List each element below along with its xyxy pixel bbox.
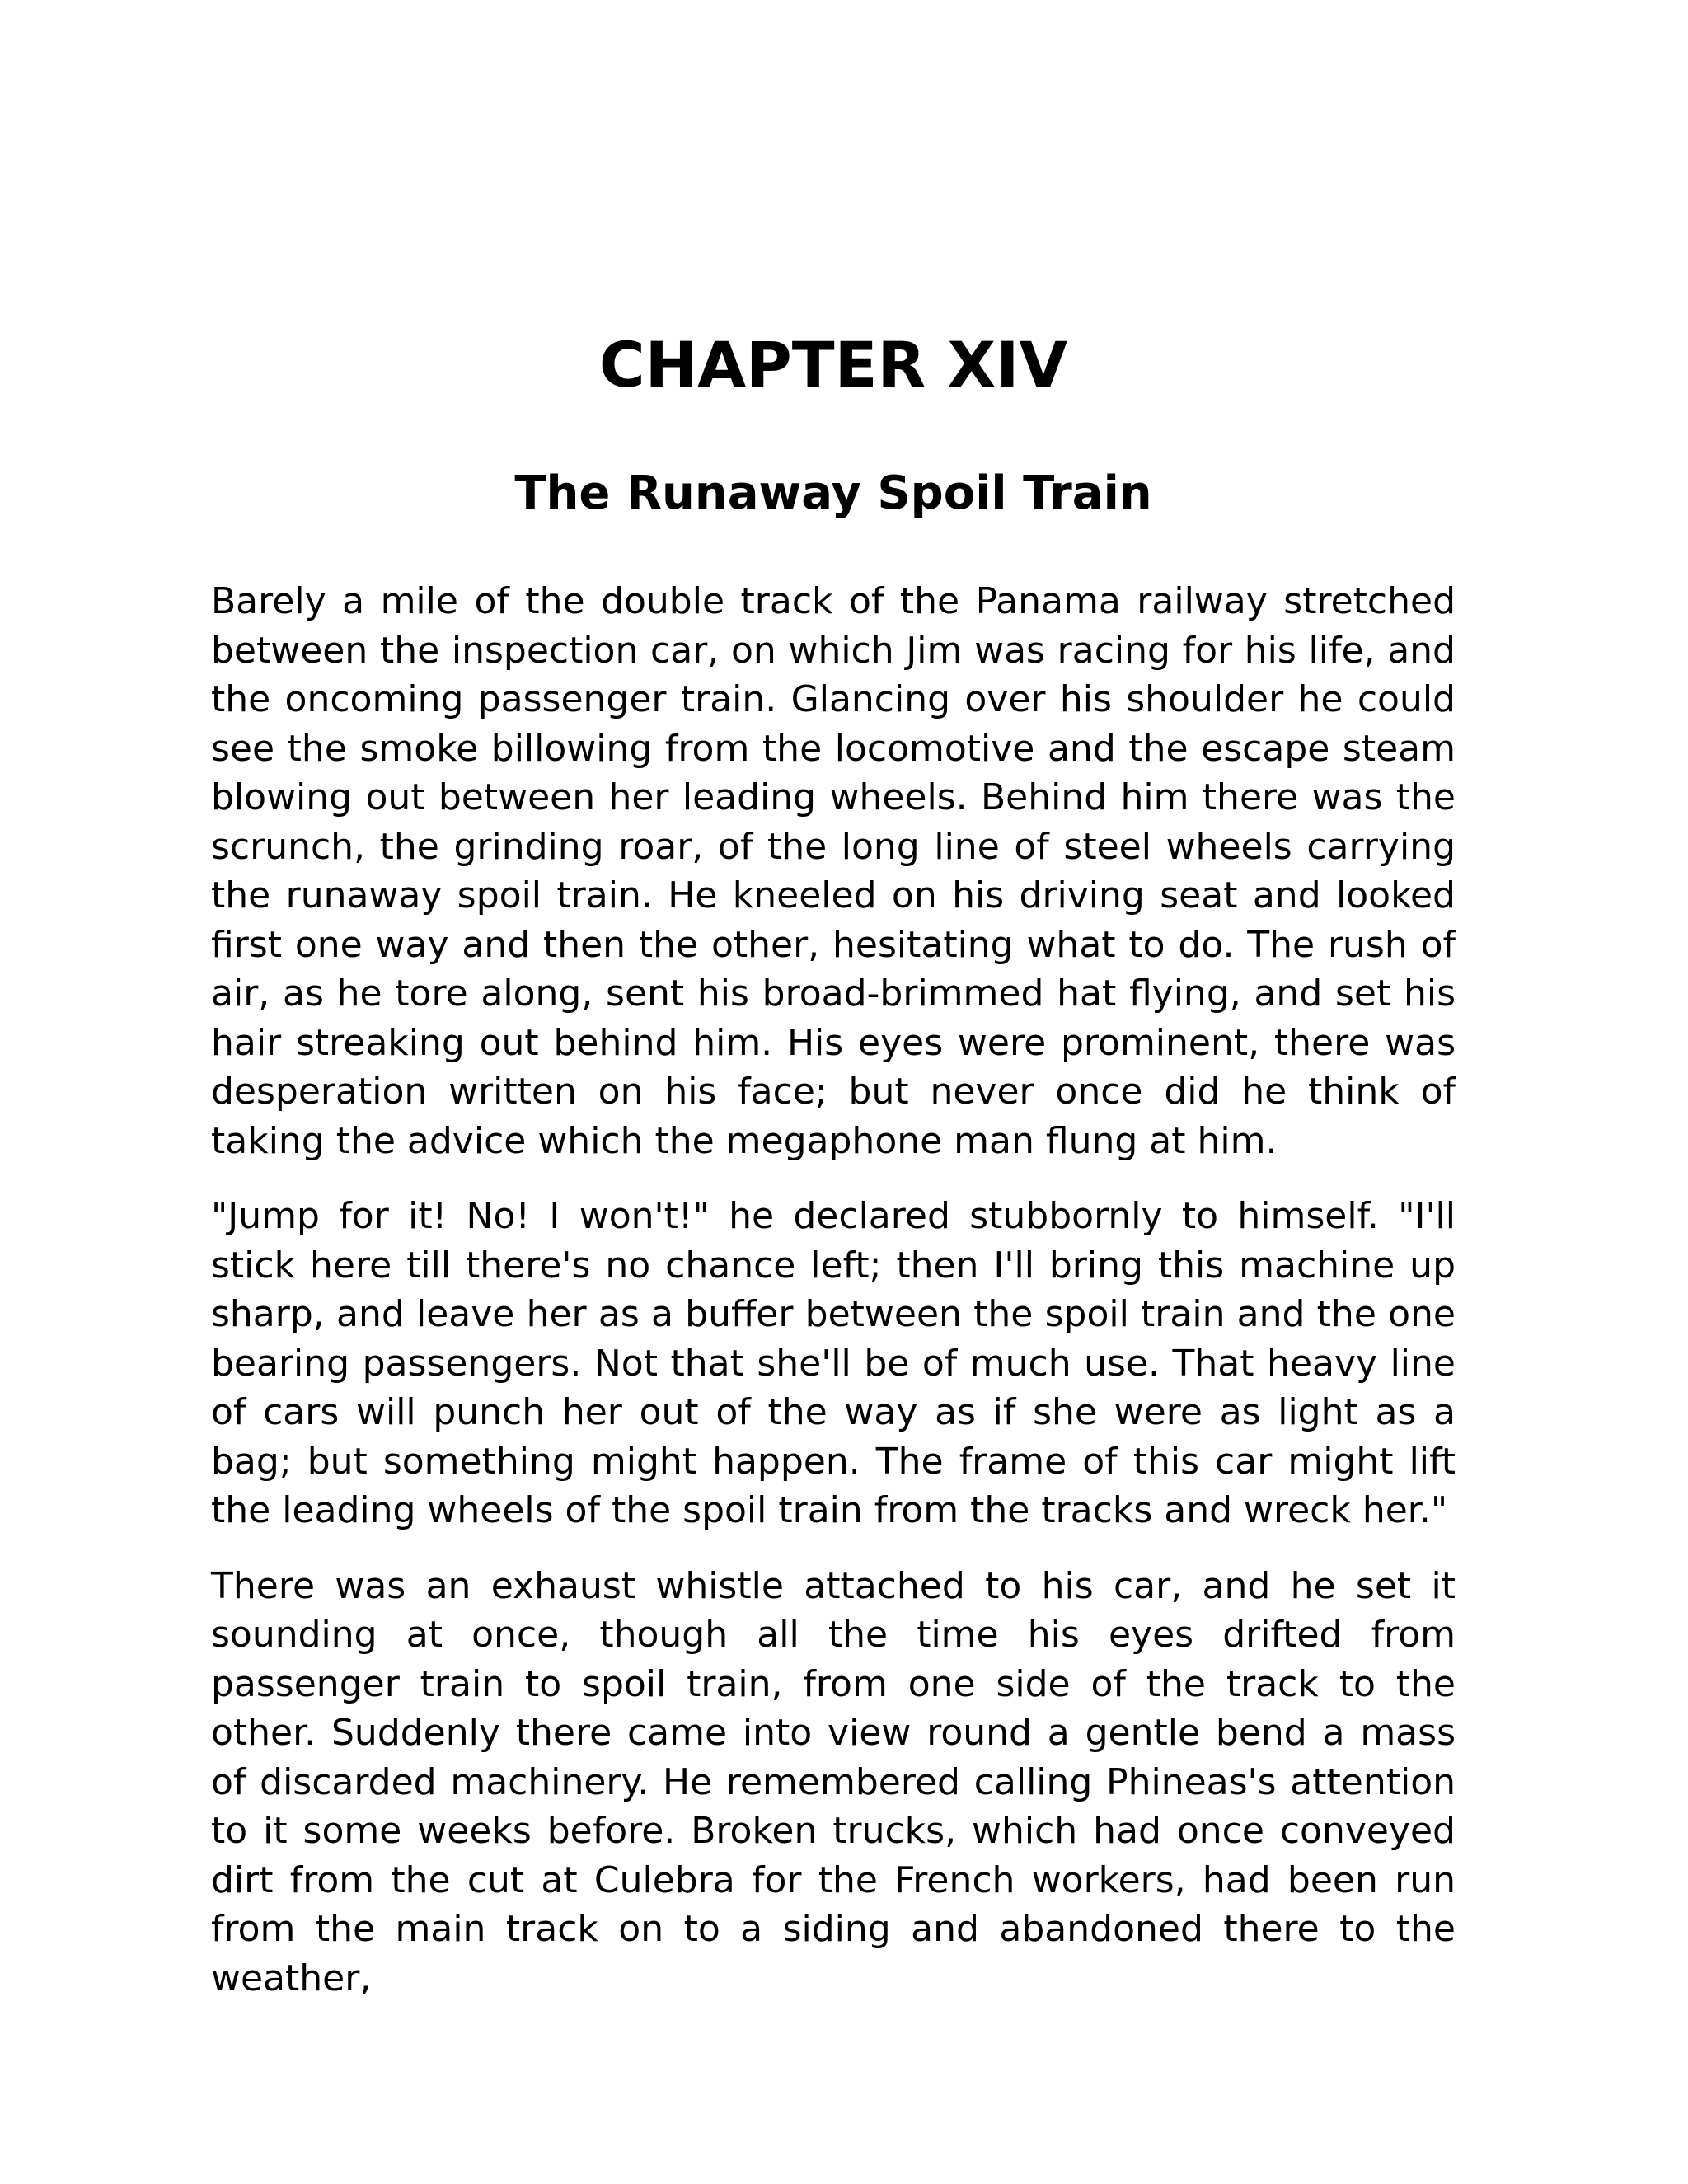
paragraph-3: There was an exhaust whistle attached to his car, and he set it sounding at once, though all the time his eyes drifted from passenger train to spoil train, from one side of the track to the other. Suddenly there came into view round a gentle bend a mass of discarded machinery. He remembered calling Phineas's attention to it some weeks before. Broken trucks, which had once conveyed dirt from the cut at Culebra for the French workers, had been run from the main track on to a siding and abandoned there to the weather,: [211, 1564, 1456, 1999]
paragraph-2: "Jump for it! No! I won't!" he declared stubbornly to himself. "I'll stick here till there's no chance left; then I'll bring this machine up sharp, and leave her as a buffer between the spoil train and the one bearing passengers. Not that she'll be of much use. That heavy line of cars will punch her out of the way as if she were as light as a bag; but something might happen. The frame of this car might lift the leading wheels of the spoil train from the tracks and wreck her.": [211, 1195, 1456, 1531]
paragraph-1: Barely a mile of the double track of the Panama railway stretched between the inspection car, on which Jim was racing for his life, and the oncoming passenger train. Glancing over his shoulder he could see the smoke billowing from the locomotive and the escape steam blowing out between her leading wheels. Behind him there was the scrunch, the grinding roar, of the long line of steel wheels carrying the runaway spoil train. He kneeled on his driving seat and looked first one way and then the other, hesitating what to do. The rush of air, as he tore along, sent his broad-brimmed hat flying, and set his hair streaking out behind him. His eyes were prominent, there was desperation written on his face; but never once did he think of taking the advice which the megaphone man flung at him.: [211, 580, 1456, 1162]
chapter-title: The Runaway Spoil Train: [514, 466, 1152, 520]
chapter-body: [211, 577, 1456, 2029]
chapter-number: CHAPTER XIV: [598, 328, 1068, 401]
